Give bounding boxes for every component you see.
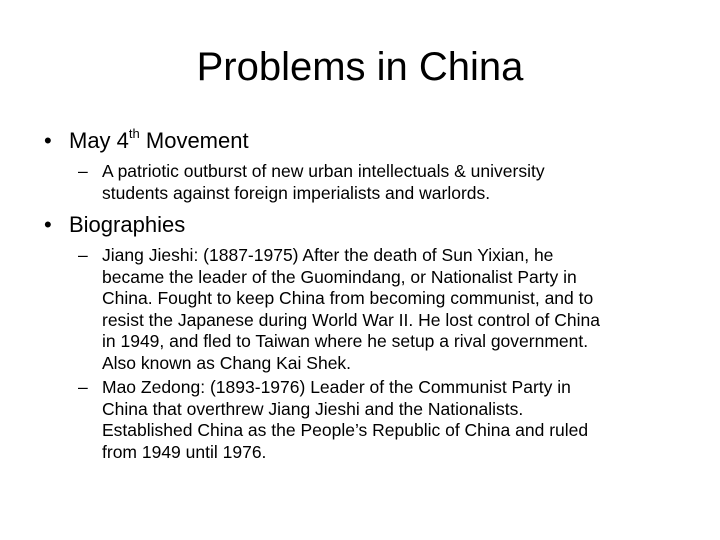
sub-item-patriotic-outburst	[78, 161, 684, 204]
bullet-text-after: Movement	[139, 128, 249, 153]
bullet-text: Biographies	[69, 212, 186, 237]
sub-item-jiang-jieshi	[78, 245, 684, 374]
line: became the leader of the Guomindang, or Nationalist Party in	[102, 266, 577, 287]
bullet-text: May 4	[69, 128, 129, 153]
line: Also known as Chang Kai Shek.	[102, 352, 352, 373]
line: students against foreign imperialists and warlords.	[102, 182, 491, 203]
sub-list-biographies	[78, 245, 684, 463]
line: China that overthrew Jiang Jieshi and the Nationalists.	[102, 398, 524, 419]
sub-list-may-4th	[78, 161, 684, 204]
dash-bullet-icon: –	[78, 377, 88, 397]
bullet-biographies	[44, 210, 684, 240]
line: Mao Zedong: (1893-1976) Leader of the Communist Party in	[102, 377, 571, 397]
line: Jiang Jieshi: (1887-1975) After the death of Sun Yixian, he	[102, 245, 554, 265]
line: A patriotic outburst of new urban intellectuals & university	[102, 161, 545, 181]
line: in 1949, and fled to Taiwan where he setup a rival government.	[102, 331, 589, 351]
line: resist the Japanese during World War II. He lost control of China	[102, 309, 601, 330]
bullet-dot-icon: •	[44, 212, 52, 237]
dash-bullet-icon: –	[78, 161, 88, 181]
slide-title: Problems in China	[196, 45, 524, 89]
bullet-superscript: th	[128, 126, 140, 141]
dash-bullet-icon: –	[78, 245, 88, 265]
line: from 1949 until 1976.	[102, 441, 267, 462]
slide-body	[44, 126, 684, 463]
sub-item-mao-zedong	[78, 377, 684, 463]
bullet-dot-icon: •	[44, 128, 52, 153]
line: Established China as the People’s Republic of China and ruled	[102, 420, 589, 440]
line: China. Fought to keep China from becoming communist, and to	[102, 288, 594, 308]
bullet-may-4th-movement	[44, 126, 684, 156]
